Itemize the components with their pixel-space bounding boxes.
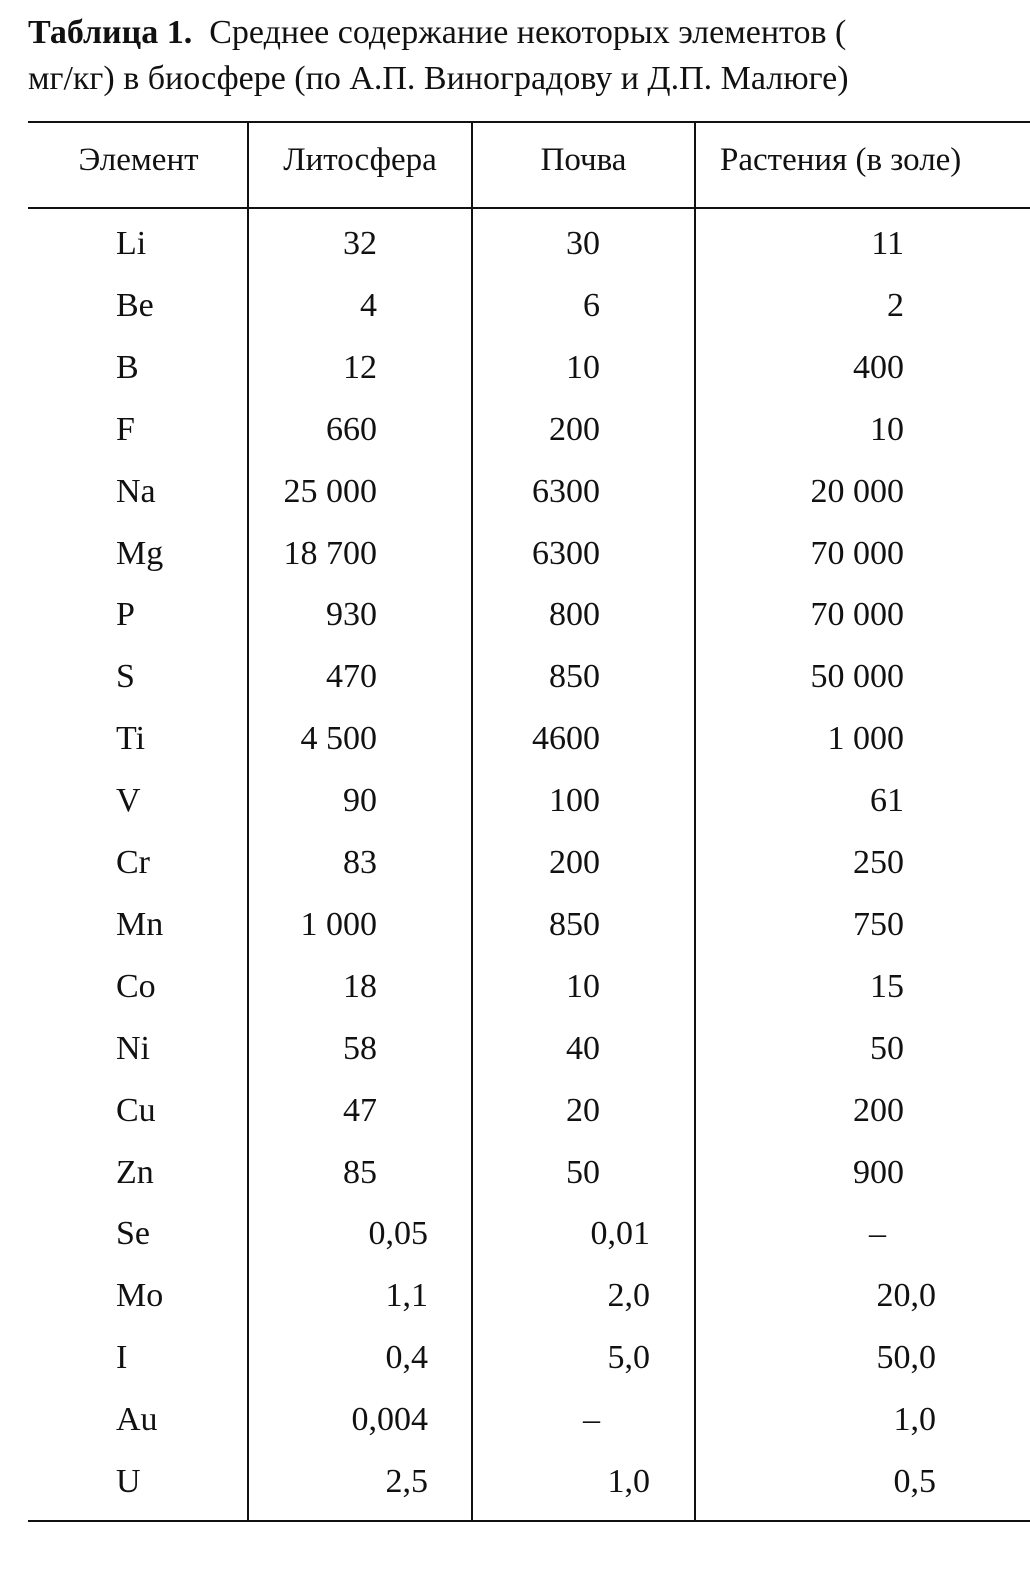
cell-plants: 50 [870,1030,904,1067]
cell-soil: 10 [566,968,600,1005]
caption-label: Таблица 1. [28,14,193,51]
cell-lithosphere: 58 [343,1030,377,1067]
cell-element: F [116,411,135,448]
cell-soil: 2,0 [607,1277,650,1314]
cell-element: Se [116,1215,150,1252]
cell-soil: 850 [549,658,600,695]
cell-plants: 70 000 [810,535,904,572]
cell-lithosphere: 18 700 [283,535,377,572]
cell-plants: 0,5 [893,1463,936,1500]
cell-plants: 50 000 [810,658,904,695]
cell-soil: 200 [549,844,600,881]
cell-element: Co [116,968,156,1005]
cell-soil: 800 [549,596,600,633]
cell-plants: 2 [887,287,904,324]
cell-lithosphere: 47 [343,1092,377,1129]
cell-soil: 5,0 [607,1339,650,1376]
cell-plants: 10 [870,411,904,448]
cell-element: Mn [116,906,164,943]
cell-soil: 4600 [532,720,600,757]
header-element: Элемент [78,142,199,178]
cell-plants: 750 [853,906,904,943]
cell-element: V [116,782,141,819]
cell-plants: 15 [870,968,904,1005]
cell-lithosphere: 470 [326,658,377,695]
cell-soil: 50 [566,1154,600,1191]
cell-lithosphere: 32 [343,225,377,262]
cell-lithosphere: 12 [343,349,377,386]
cell-plants: 50,0 [876,1339,936,1376]
cell-plants: 20 000 [810,473,904,510]
cell-plants: – [869,1215,886,1252]
cell-element: Au [116,1401,158,1438]
cell-element: P [116,596,135,633]
cell-lithosphere: 660 [326,411,377,448]
cell-soil: 0,01 [590,1215,650,1252]
cell-lithosphere: 4 [360,287,377,324]
cell-element: Zn [116,1154,154,1191]
cell-element: Mg [116,535,164,572]
cell-plants: 1 000 [827,720,904,757]
cell-lithosphere: 25 000 [283,473,377,510]
cell-element: Cu [116,1092,156,1129]
cell-soil: 200 [549,411,600,448]
cell-element: Ti [116,720,146,757]
cell-element: Ni [116,1030,150,1067]
cell-lithosphere: 0,05 [368,1215,428,1252]
cell-plants: 250 [853,844,904,881]
cell-element: B [116,349,139,386]
cell-element: Li [116,225,147,262]
header-lithosphere: Литосфера [283,142,437,178]
cell-element: I [116,1339,128,1376]
header-plants-ash: Растения (в золе) [720,142,962,178]
cell-lithosphere: 1,1 [385,1277,428,1314]
cell-lithosphere: 930 [326,596,377,633]
cell-soil: 100 [549,782,600,819]
caption-text-1: Среднее содержание некоторых элементов ( [209,14,847,51]
caption-line-2: мг/кг) в биосфере (по А.П. Виноградову и Д.П. Малюге) [28,60,849,97]
cell-plants: 61 [870,782,904,819]
cell-soil: 850 [549,906,600,943]
cell-element: S [116,658,135,695]
cell-soil: 6300 [532,535,600,572]
cell-lithosphere: 2,5 [385,1463,428,1500]
cell-soil: 40 [566,1030,600,1067]
cell-lithosphere: 1 000 [300,906,377,943]
cell-soil: 10 [566,349,600,386]
cell-soil: 6 [583,287,600,324]
cell-lithosphere: 90 [343,782,377,819]
cell-element: U [116,1463,141,1500]
cell-plants: 20,0 [876,1277,936,1314]
cell-soil: 20 [566,1092,600,1129]
cell-plants: 70 000 [810,596,904,633]
cell-plants: 400 [853,349,904,386]
header-soil: Почва [540,142,627,178]
cell-lithosphere: 4 500 [300,720,377,757]
cell-plants: 11 [871,225,904,262]
cell-lithosphere: 85 [343,1154,377,1191]
cell-lithosphere: 18 [343,968,377,1005]
cell-lithosphere: 0,4 [385,1339,428,1376]
cell-soil: 6300 [532,473,600,510]
cell-plants: 900 [853,1154,904,1191]
cell-lithosphere: 0,004 [351,1401,428,1438]
cell-element: Na [116,473,156,510]
cell-element: Mo [116,1277,164,1314]
cell-soil: – [583,1401,600,1438]
cell-lithosphere: 83 [343,844,377,881]
cell-soil: 30 [566,225,600,262]
cell-element: Be [116,287,154,324]
cell-plants: 1,0 [893,1401,936,1438]
cell-soil: 1,0 [607,1463,650,1500]
cell-element: Cr [116,844,150,881]
cell-plants: 200 [853,1092,904,1129]
